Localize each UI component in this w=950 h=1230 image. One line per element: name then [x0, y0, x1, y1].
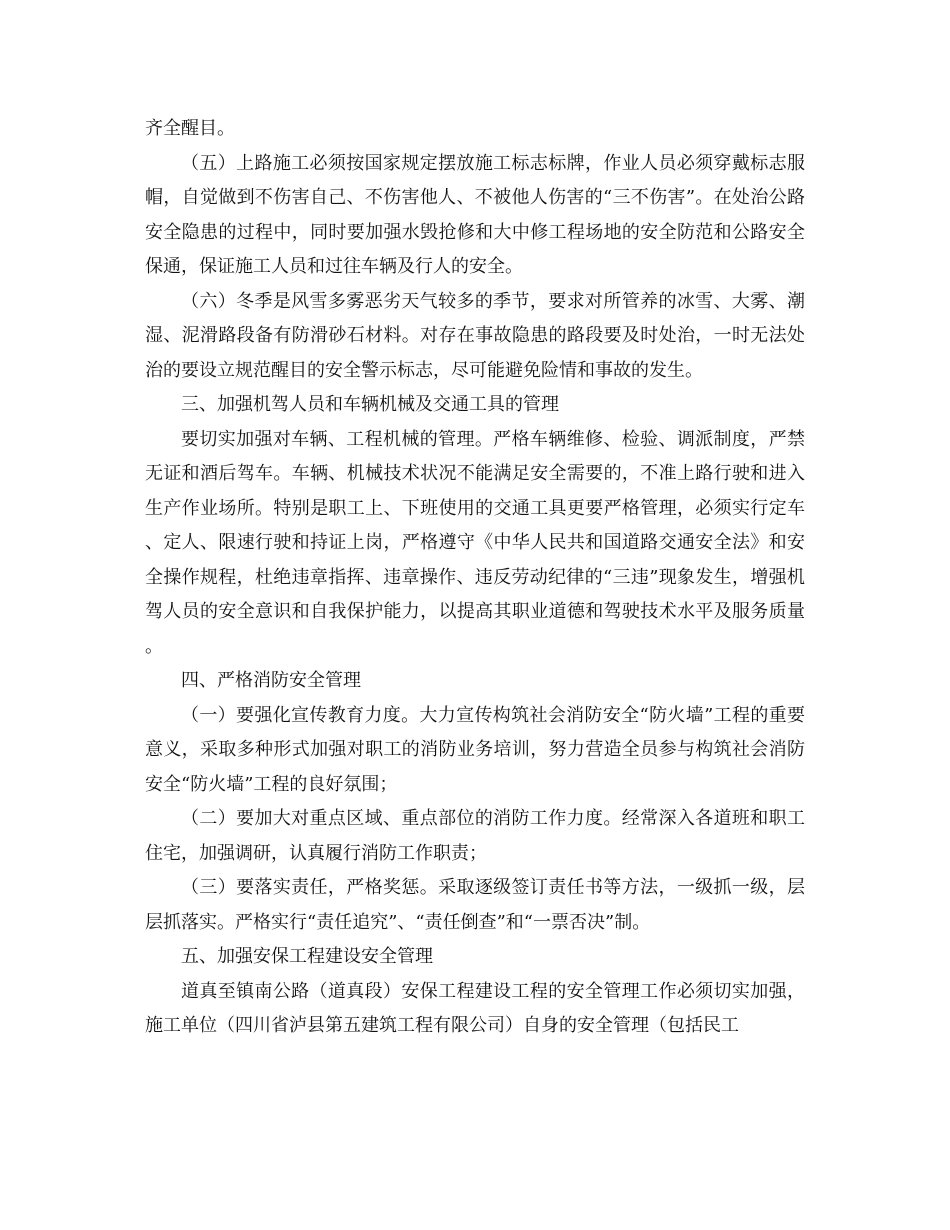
section-heading-5: 五、加强安保工程建设安全管理 [181, 946, 433, 967]
document-body [145, 112, 805, 1044]
paragraph-item-5: （五）上路施工必须按国家规定摆放施工标志标牌，作业人员必须穿戴标志服帽，自觉做到不伤害自己、不伤害他人、不被他人伤害的“三不伤害”。在处治公路安全隐患的过程中，同时要加强水毁抢修和大中修工程场地的安全防范和公路安全保通，保证施工人员和过往车辆及行人的安全。 [145, 152, 805, 277]
section-heading-4: 四、严格消防安全管理 [181, 670, 361, 691]
paragraph-fire-item-1: （一）要强化宣传教育力度。大力宣传构筑社会消防安全“防火墙”工程的重要意义，采取多种形式加强对职工的消防业务培训，努力营造全员参与构筑社会消防安全“防火墙”工程的良好氛围； [145, 704, 805, 795]
section-heading-3: 三、加强机驾人员和车辆机械及交通工具的管理 [181, 394, 559, 415]
paragraph-fire-item-2: （二）要加大对重点区域、重点部位的消防工作力度。经常深入各道班和职工住宅，加强调研，认真履行消防工作职责； [145, 808, 805, 864]
paragraph-continuation: 齐全醒目。 [145, 118, 235, 139]
paragraph-fire-item-3: （三）要落实责任，严格奖惩。采取逐级签订责任书等方法，一级抓一级，层层抓落实。严格实行“责任追究”、“责任倒查”和“一票否决”制。 [145, 877, 805, 933]
paragraph-item-6: （六）冬季是风雪多雾恶劣天气较多的季节，要求对所管养的冰雪、大雾、潮湿、泥滑路段备有防滑砂石材料。对存在事故隐患的路段要及时处治，一时无法处治的要设立规范醒目的安全警示标志，尽可能避免险情和事故的发生。 [145, 290, 805, 381]
paragraph-safety-project: 道真至镇南公路（道真段）安保工程建设工程的安全管理工作必须切实加强，施工单位（四川省泸县第五建筑工程有限公司）自身的安全管理（包括民工 [145, 980, 805, 1036]
paragraph-vehicle-management: 要切实加强对车辆、工程机械的管理。严格车辆维修、检验、调派制度，严禁无证和酒后驾车。车辆、机械技术状况不能满足安全需要的，不准上路行驶和进入生产作业场所。特别是职工上、下班使用的交通工具更要严格管理，必须实行定车、定人、限速行驶和持证上岗，严格遵守《中华人民共和国道路交通安全法》和安全操作规程，杜绝违章指挥、违章操作、违反劳动纪律的“三违”现象发生，增强机驾人员的安全意识和自我保护能力，以提高其职业道德和驾驶技术水平及服务质量。 [145, 428, 805, 657]
